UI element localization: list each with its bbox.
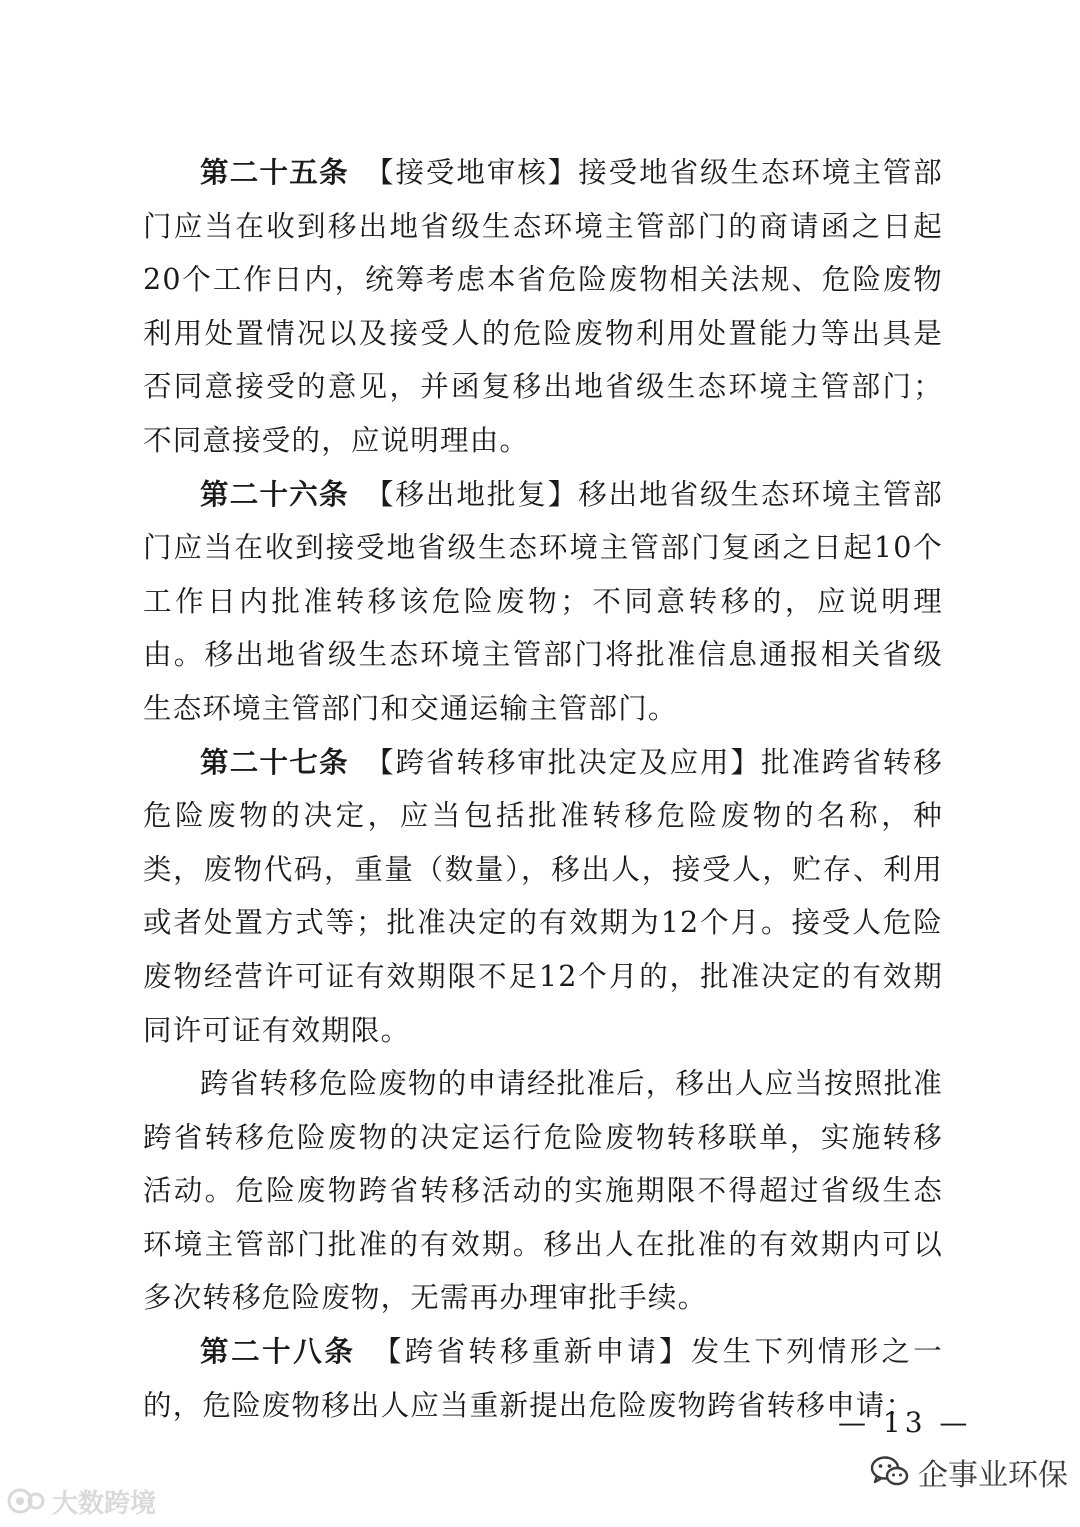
article-text: 【接受地审核】接受地省级生态环境主管部门应当在收到移出地省级生态环境主管部门的商请函之日起20个工作日内，统筹考虑本省危险废物相关法规、危险废物利用处置情况以及接受人的危险废物利用处置能力等出具是否同意接受的意见，并函复移出地省级生态环境主管部门；不同意接受的，应说明理由。 [143,156,943,457]
watermark-right [870,1450,1068,1494]
article-26 [143,468,943,736]
article-heading: 第二十五条 [200,156,349,189]
article-text: 【跨省转移重新申请】发生下列情形之一的，危险废物移出人应当重新提出危险废物跨省转移申请： [143,1335,943,1422]
article-28 [143,1325,943,1432]
article-heading: 第二十七条 [200,745,349,779]
watermark-left-text: 大数跨境 [52,1488,157,1519]
wechat-icon [870,1455,910,1489]
article-27 [143,736,943,1058]
article-heading: 第二十八条 [200,1335,356,1369]
article-text: 【跨省转移审批决定及应用】批准跨省转移危险废物的决定，应当包括批准转移危险废物的名称，种类，废物代码，重量（数量），移出人，接受人，贮存、利用或者处置方式等；批准决定的有效期为12个月。接受人危险废物经营许可证有效期限不足12个月的，批准决定的有效期同许可证有效期限。 [143,745,943,1047]
watermark-left [6,1483,156,1519]
article-27-continuation [143,1057,943,1325]
page-number: — 13 — [838,1406,972,1439]
article-text: 跨省转移危险废物的申请经批准后，移出人应当按照批准跨省转移危险废物的决定运行危险废物转移联单，实施转移活动。危险废物跨省转移活动的实施期限不得超过省级生态环境主管部门批准的有效期。移出人在批准的有效期内可以多次转移危险废物，无需再办理审批手续。 [143,1067,943,1315]
article-text: 【移出地批复】移出地省级生态环境主管部门应当在收到接受地省级生态环境主管部门复函之日起10个工作日内批准转移该危险废物；不同意转移的，应说明理由。移出地省级生态环境主管部门将批准信息通报相关省级生态环境主管部门和交通运输主管部门。 [143,477,943,725]
watermark-right-text: 企事业环保 [918,1458,1068,1493]
camera-logo-icon [6,1487,46,1515]
article-25 [143,146,943,468]
document-body [143,146,943,1432]
article-heading: 第二十六条 [200,477,349,511]
